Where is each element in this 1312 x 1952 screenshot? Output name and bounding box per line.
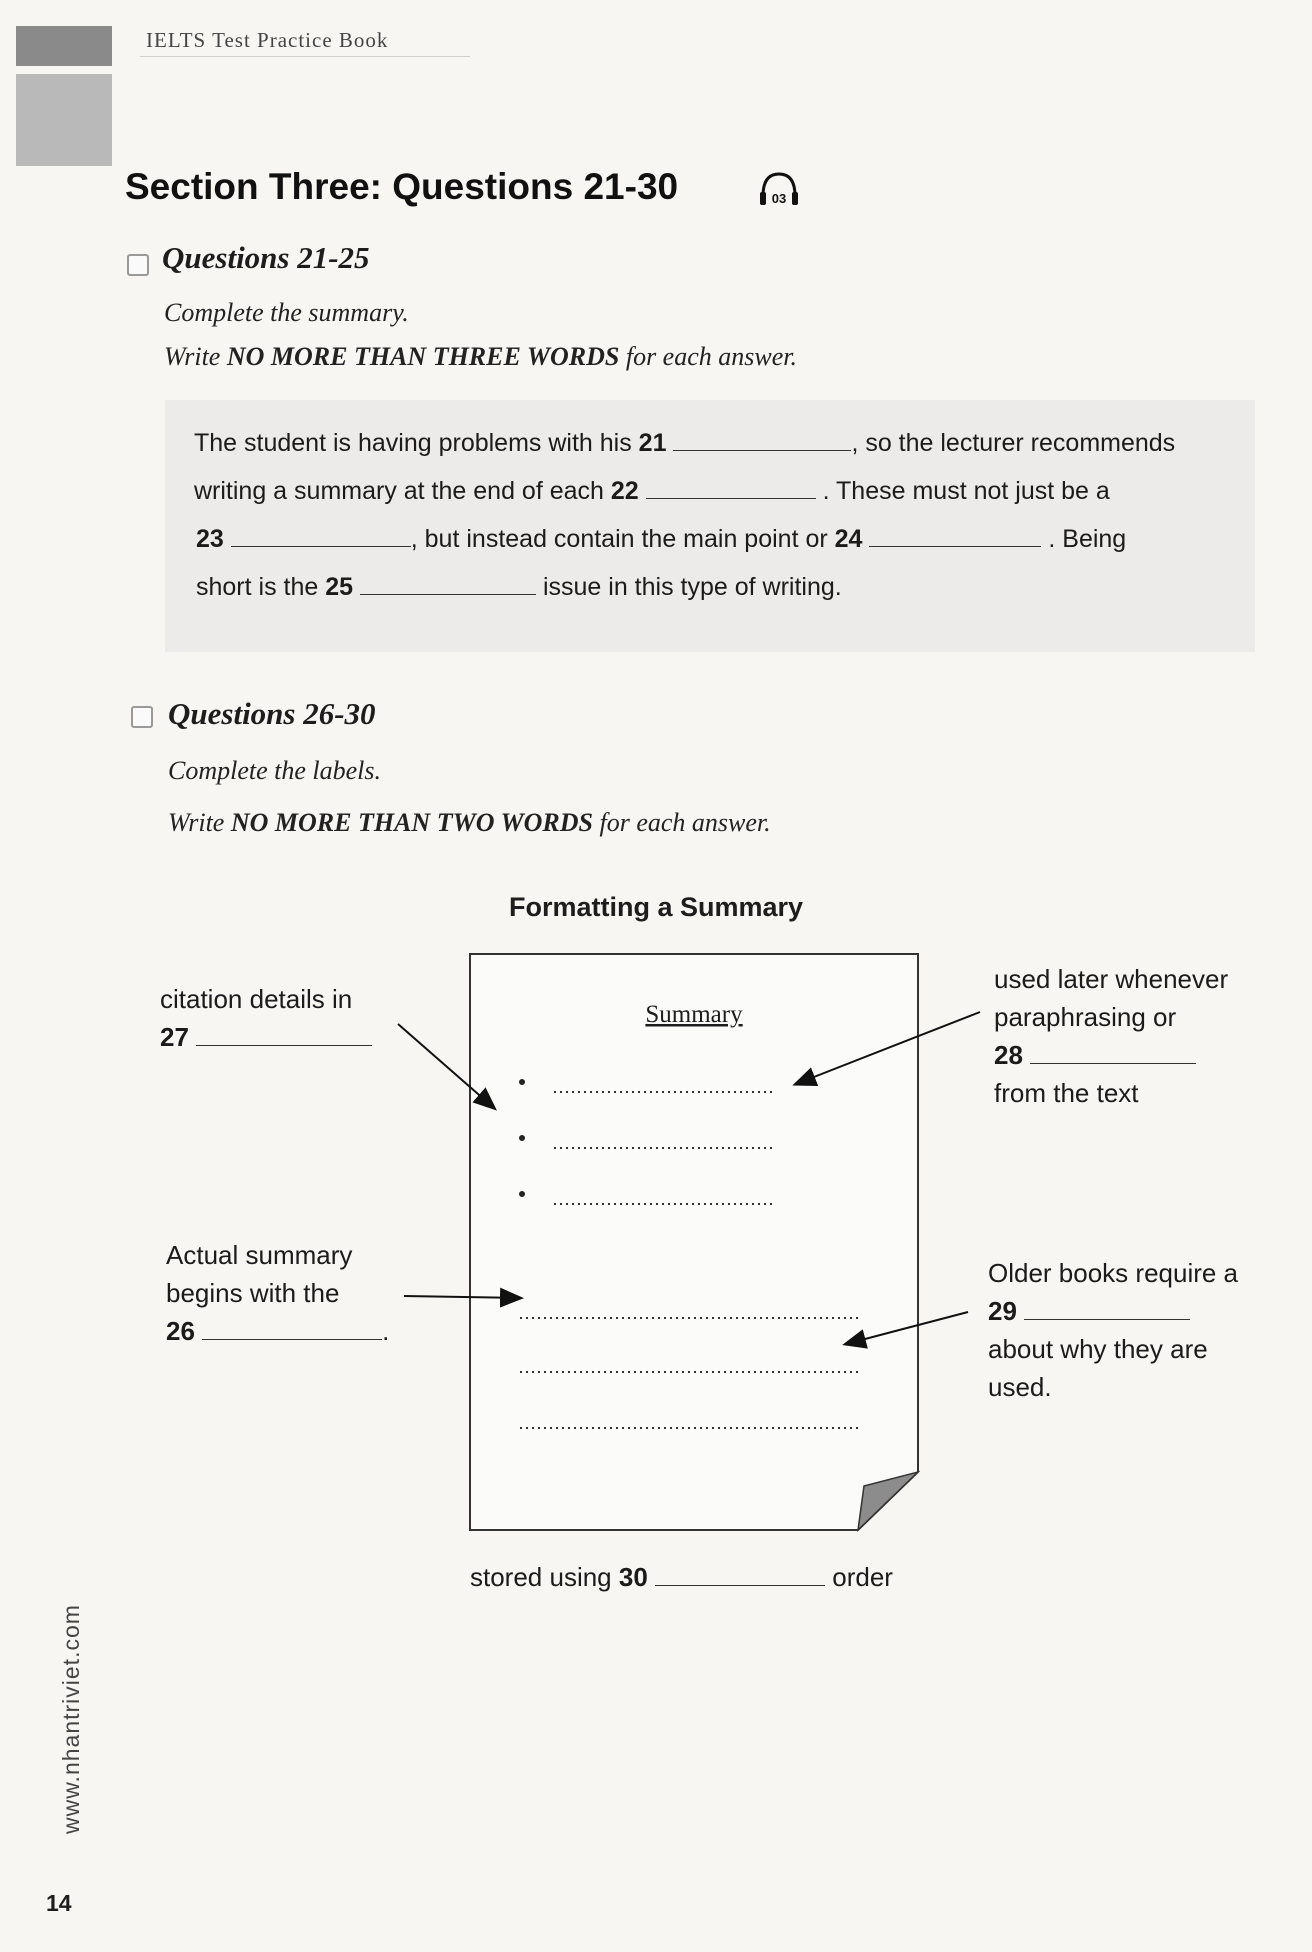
website-url: www.nhantriviet.com: [58, 1604, 84, 1834]
summary-text: issue in this type of writing.: [542, 573, 842, 601]
question-number-29: 29: [988, 1296, 1017, 1326]
page-number: 14: [46, 1890, 72, 1916]
answer-blank-26[interactable]: [202, 1317, 382, 1340]
instr-post: for each answer.: [619, 342, 798, 371]
answer-blank-27[interactable]: [196, 1023, 372, 1046]
instr-post: for each answer.: [592, 808, 771, 837]
label-29-text: about why they are: [988, 1334, 1208, 1364]
summary-text: short is the: [196, 573, 326, 601]
part1-instruction-1: Complete the summary.: [164, 298, 409, 327]
question-number-21: 21: [638, 429, 667, 457]
summary-text: writing a summary at the end of each: [194, 477, 611, 505]
summary-text: The student is having problems with his: [194, 429, 639, 457]
label-28-text: used later whenever: [994, 964, 1229, 994]
label-28-text: from the text: [994, 1078, 1139, 1108]
label-26-period: .: [382, 1316, 390, 1346]
diagram-title: Formatting a Summary: [508, 892, 804, 922]
questions-26-30-heading: Questions 26-30: [168, 696, 376, 731]
label-29: [988, 1254, 1238, 1406]
summary-text: , so the lecturer recommends: [851, 429, 1176, 457]
question-number-23: 23: [196, 525, 224, 553]
label-27: [160, 980, 372, 1056]
arrow-29: [846, 1312, 968, 1344]
document-heading: Summary: [645, 1001, 743, 1028]
question-number-22: 22: [610, 477, 639, 505]
arrow-28: [796, 1012, 980, 1084]
answer-blank-28[interactable]: [1030, 1041, 1196, 1064]
label-27-text: citation details in: [160, 984, 353, 1014]
audio-track-number: 03: [771, 191, 787, 206]
question-number-27: 27: [160, 1022, 189, 1052]
label-29-text: used.: [988, 1372, 1052, 1402]
running-head: IELTS Test Practice Book: [146, 28, 389, 52]
instr-pre: Write: [164, 342, 227, 371]
part2-instruction-1: Complete the labels.: [168, 756, 382, 785]
question-number-24: 24: [834, 525, 863, 553]
arrow-27: [398, 1024, 494, 1108]
label-26-text: begins with the: [166, 1278, 340, 1308]
label-30-text: stored using: [470, 1562, 619, 1592]
label-30: [470, 1558, 893, 1596]
label-26-text: Actual summary: [166, 1240, 353, 1270]
label-28: [994, 960, 1228, 1112]
arrow-26: [404, 1296, 520, 1298]
answer-blank-30[interactable]: [655, 1563, 825, 1586]
instr-bold: NO MORE THAN THREE WORDS: [226, 342, 620, 371]
question-number-28: 28: [994, 1040, 1023, 1070]
questions-21-25-heading: Questions 21-25: [162, 240, 370, 275]
summary-text: . These must not just be a: [822, 477, 1110, 505]
question-number-25: 25: [325, 573, 354, 601]
question-number-26: 26: [166, 1316, 195, 1346]
question-number-30: 30: [618, 1562, 648, 1592]
summary-text: . Being: [1048, 525, 1127, 553]
instr-bold: NO MORE THAN TWO WORDS: [230, 808, 593, 837]
answer-blank-29[interactable]: [1024, 1297, 1190, 1320]
section-title: Section Three: Questions 21-30: [125, 166, 679, 207]
label-28-text: paraphrasing or: [994, 1002, 1177, 1032]
instr-pre: Write: [168, 808, 231, 837]
label-30-text: order: [832, 1562, 893, 1592]
label-26: [166, 1236, 389, 1350]
summary-text: , but instead contain the main point or: [410, 525, 835, 553]
label-29-text: Older books require a: [988, 1258, 1239, 1288]
